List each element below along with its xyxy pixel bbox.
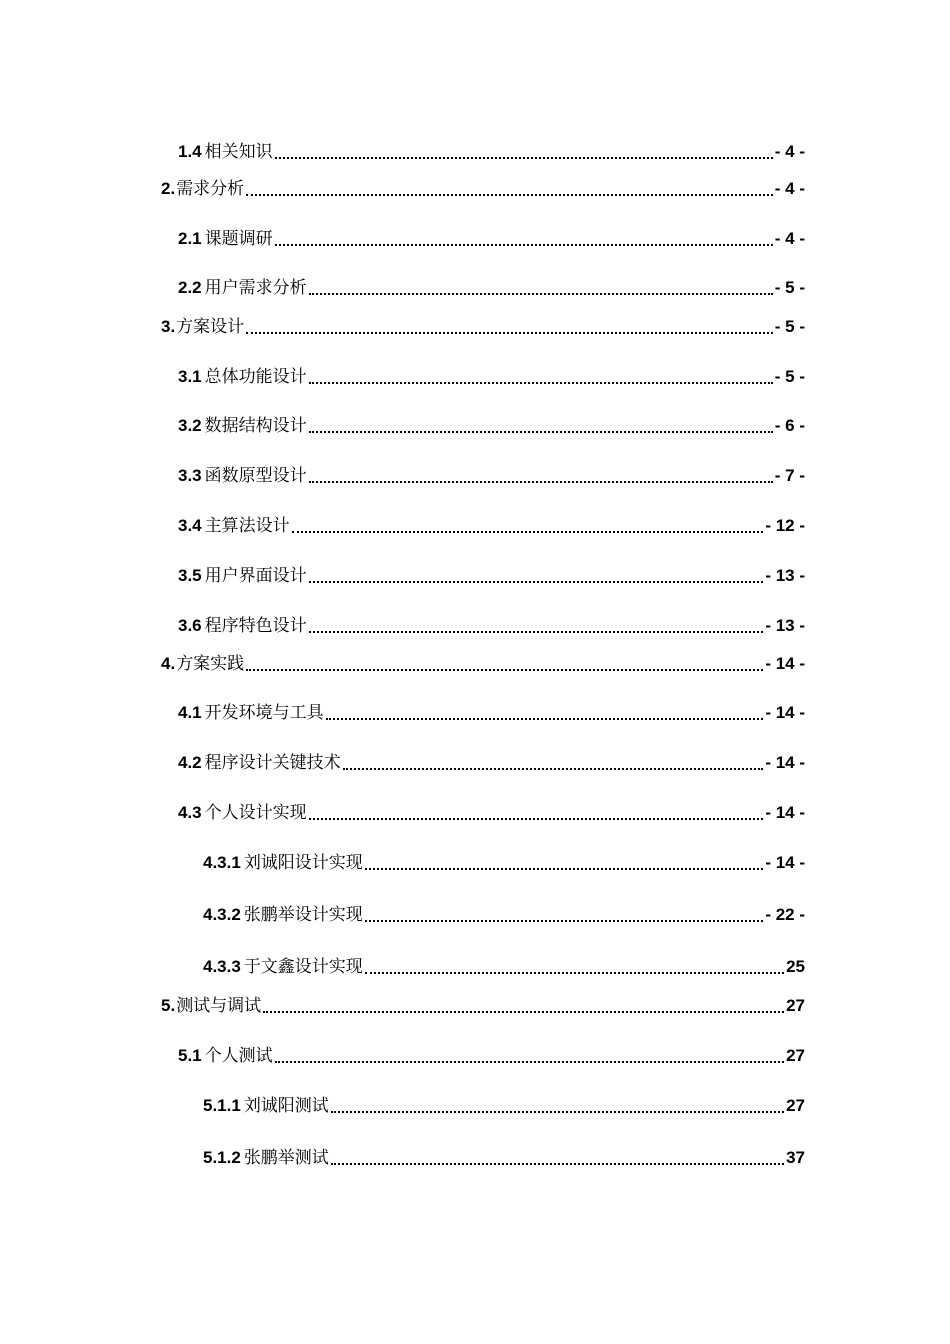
toc-entry-number: 4.3.3 (203, 957, 241, 976)
toc-entry-5-1-1[interactable] (203, 1093, 805, 1117)
toc-entry-page: - 14 - (765, 803, 805, 822)
toc-entry-number: 2.1 (178, 229, 202, 248)
dot-leader (246, 194, 773, 196)
toc-entry-3-3[interactable] (178, 463, 805, 487)
toc-entry-page: - 4 - (774, 229, 805, 248)
toc-entry-title: 方案设计 (176, 317, 245, 337)
dot-leader (331, 1163, 784, 1165)
dot-leader (275, 244, 773, 246)
toc-entry-page: - 14 - (765, 853, 805, 872)
toc-entry-title: 主算法设计 (204, 516, 290, 536)
toc-entry-number: 1.4 (178, 142, 202, 161)
toc-entry-title: 张鹏举设计实现 (243, 905, 363, 925)
toc-entry-3-6[interactable] (178, 613, 805, 637)
toc-entry-2-1[interactable] (178, 226, 805, 250)
toc-entry-page: - 14 - (765, 654, 805, 673)
toc-entry-title: 数据结构设计 (204, 416, 307, 436)
toc-entry-3-4[interactable] (178, 513, 805, 537)
toc-entry-title: 于文鑫设计实现 (243, 957, 363, 977)
toc-entry-title: 开发环境与工具 (204, 703, 324, 723)
dot-leader (365, 972, 784, 974)
toc-entry-title: 用户界面设计 (204, 566, 307, 586)
toc-entry-page: - 4 - (774, 142, 805, 161)
toc-entry-number: 4.3.2 (203, 905, 241, 924)
toc-entry-title: 张鹏举测试 (243, 1148, 329, 1168)
dot-leader (326, 718, 764, 720)
toc-entry-title: 课题调研 (204, 229, 273, 249)
toc-entry-4[interactable] (161, 651, 805, 675)
toc-entry-1-4[interactable] (178, 139, 805, 163)
toc-entry-2-2[interactable] (178, 275, 805, 299)
toc-entry-title: 刘诚阳设计实现 (243, 853, 363, 873)
toc-entry-number: 5.1.1 (203, 1096, 241, 1115)
toc-entry-page: - 22 - (765, 905, 805, 924)
toc-entry-3-1[interactable] (178, 364, 805, 388)
toc-entry-4-1[interactable] (178, 700, 805, 724)
toc-entry-title: 程序设计关键技术 (204, 753, 341, 773)
toc-entry-number: 3.5 (178, 566, 202, 585)
toc-entry-title: 总体功能设计 (204, 367, 307, 387)
toc-entry-page: 27 (786, 996, 805, 1015)
toc-entry-title: 用户需求分析 (204, 278, 307, 298)
dot-leader (309, 581, 764, 583)
toc-entry-page: - 6 - (774, 416, 805, 435)
toc-entry-number: 5. (161, 996, 176, 1015)
toc-entry-page: 25 (786, 957, 805, 976)
toc-entry-page: - 13 - (765, 616, 805, 635)
toc-entry-4-3[interactable] (178, 800, 805, 824)
toc-entry-number: 4.3.1 (203, 853, 241, 872)
toc-entry-page: - 4 - (774, 179, 805, 198)
toc-entry-number: 4.1 (178, 703, 202, 722)
dot-leader (263, 1011, 784, 1013)
toc-entry-3-2[interactable] (178, 413, 805, 437)
toc-entry-4-2[interactable] (178, 750, 805, 774)
toc-entry-page: 37 (786, 1148, 805, 1167)
dot-leader (246, 332, 773, 334)
dot-leader (309, 382, 773, 384)
toc-entry-3-5[interactable] (178, 563, 805, 587)
toc-entry-3[interactable] (161, 314, 805, 338)
toc-entry-number: 5.1 (178, 1046, 202, 1065)
toc-entry-title: 相关知识 (204, 142, 273, 162)
toc-entry-title: 个人设计实现 (204, 803, 307, 823)
toc-entry-4-3-2[interactable] (203, 902, 805, 926)
toc-entry-title: 个人测试 (204, 1046, 273, 1066)
toc-entry-number: 2.2 (178, 278, 202, 297)
toc-entry-number: 3. (161, 317, 176, 336)
dot-leader (292, 531, 764, 533)
dot-leader (365, 920, 764, 922)
dot-leader (309, 431, 773, 433)
toc-entry-title: 程序特色设计 (204, 616, 307, 636)
toc-entry-page: - 5 - (774, 367, 805, 386)
toc-entry-4-3-1[interactable] (203, 850, 805, 874)
toc-entry-title: 函数原型设计 (204, 466, 307, 486)
dot-leader (246, 669, 763, 671)
toc-entry-title: 需求分析 (176, 179, 245, 199)
toc-entry-page: - 7 - (774, 466, 805, 485)
toc-entry-number: 3.3 (178, 466, 202, 485)
toc-entry-2[interactable] (161, 176, 805, 200)
dot-leader (309, 481, 773, 483)
dot-leader (275, 157, 773, 159)
dot-leader (343, 768, 764, 770)
toc-entry-number: 2. (161, 179, 176, 198)
toc-entry-page: - 5 - (774, 278, 805, 297)
toc-entry-5[interactable] (161, 993, 805, 1017)
toc-entry-number: 3.1 (178, 367, 202, 386)
toc-entry-number: 4.2 (178, 753, 202, 772)
toc-entry-page: 27 (786, 1046, 805, 1065)
toc-entry-5-1-2[interactable] (203, 1145, 805, 1169)
dot-leader (309, 293, 773, 295)
toc-entry-title: 测试与调试 (176, 996, 262, 1016)
toc-entry-number: 4. (161, 654, 176, 673)
toc-entry-page: 27 (786, 1096, 805, 1115)
toc-entry-number: 5.1.2 (203, 1148, 241, 1167)
toc-entry-page: - 12 - (765, 516, 805, 535)
toc-entry-5-1[interactable] (178, 1043, 805, 1067)
toc-entry-number: 3.4 (178, 516, 202, 535)
toc-entry-4-3-3[interactable] (203, 954, 805, 978)
toc-entry-number: 3.2 (178, 416, 202, 435)
toc-entry-title: 方案实践 (176, 654, 245, 674)
toc-entry-number: 3.6 (178, 616, 202, 635)
toc-entry-title: 刘诚阳测试 (243, 1096, 329, 1116)
dot-leader (309, 631, 764, 633)
toc-entry-page: - 14 - (765, 703, 805, 722)
toc-entry-number: 4.3 (178, 803, 202, 822)
dot-leader (309, 818, 764, 820)
dot-leader (275, 1061, 784, 1063)
dot-leader (365, 868, 764, 870)
toc-entry-page: - 13 - (765, 566, 805, 585)
dot-leader (331, 1111, 784, 1113)
toc-entry-page: - 5 - (774, 317, 805, 336)
toc-entry-page: - 14 - (765, 753, 805, 772)
